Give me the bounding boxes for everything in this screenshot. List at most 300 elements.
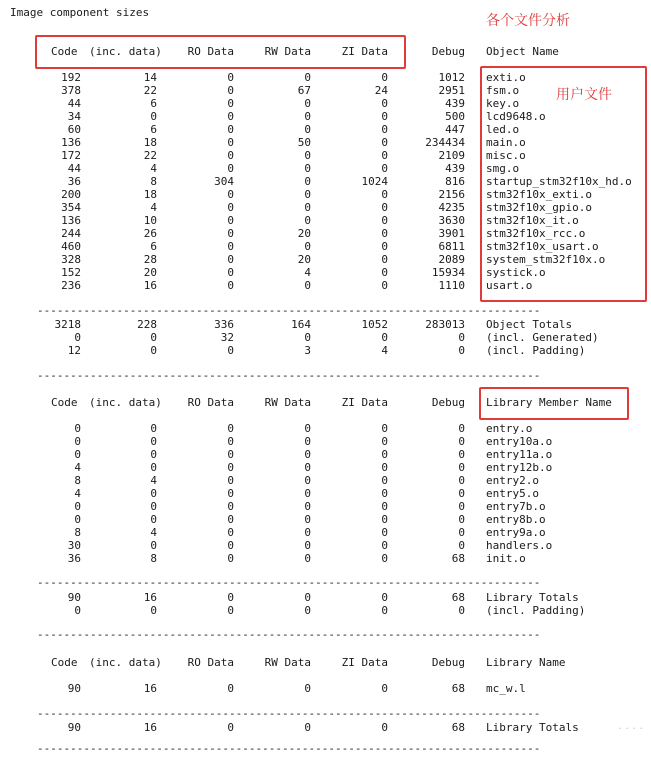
user-files-annotation: 用户文件: [556, 87, 612, 103]
debug-cell: 2089: [438, 253, 465, 266]
zi-data-cell: 0: [381, 123, 388, 136]
name-cell: entry9a.o: [486, 526, 546, 539]
rw-data-cell: 0: [304, 591, 311, 604]
zi-data-cell: 0: [381, 71, 388, 84]
table-row: [0, 136, 651, 149]
table-row: [0, 604, 651, 617]
debug-cell: 2951: [438, 84, 465, 97]
rw-data-cell: 67: [297, 84, 311, 97]
name-cell: (incl. Padding): [486, 344, 586, 357]
code-cell: 8: [74, 474, 81, 487]
debug-cell: 6811: [438, 240, 465, 253]
inc-data-cell: 16: [143, 279, 157, 292]
ro-data-cell: 0: [227, 123, 234, 136]
debug-cell: 3901: [438, 227, 465, 240]
rw-data-cell: 0: [304, 422, 311, 435]
header-zi-data: ZI Data: [341, 656, 388, 669]
code-cell: 136: [61, 214, 81, 227]
code-cell: 0: [74, 513, 81, 526]
table-row: [0, 331, 651, 344]
debug-cell: 816: [445, 175, 465, 188]
debug-cell: 68: [451, 721, 465, 734]
inc-data-cell: 0: [150, 448, 157, 461]
debug-cell: 2156: [438, 188, 465, 201]
code-cell: 8: [74, 526, 81, 539]
name-cell: entry2.o: [486, 474, 539, 487]
inc-data-cell: 0: [150, 110, 157, 123]
inc-data-cell: 20: [143, 266, 157, 279]
code-cell: 200: [61, 188, 81, 201]
debug-cell: 0: [458, 487, 465, 500]
zi-data-cell: 0: [381, 435, 388, 448]
rw-data-cell: 0: [304, 214, 311, 227]
name-cell: usart.o: [486, 279, 533, 292]
code-cell: 90: [67, 591, 81, 604]
ro-data-cell: 0: [227, 136, 234, 149]
table-row: [0, 84, 651, 97]
name-cell: entry11a.o: [486, 448, 553, 461]
name-cell: main.o: [486, 136, 526, 149]
name-cell: Library Totals: [486, 591, 579, 604]
inc-data-cell: 0: [150, 604, 157, 617]
table-row: [0, 97, 651, 110]
table-row: [0, 591, 651, 604]
table-row: [0, 214, 651, 227]
rw-data-cell: 0: [304, 331, 311, 344]
ro-data-cell: 0: [227, 500, 234, 513]
code-cell: 244: [61, 227, 81, 240]
ro-data-cell: 0: [227, 266, 234, 279]
inc-data-cell: 8: [150, 552, 157, 565]
code-cell: 36: [67, 552, 81, 565]
zi-data-cell: 0: [381, 201, 388, 214]
code-cell: 3218: [54, 318, 81, 331]
name-cell: misc.o: [486, 149, 526, 162]
header-name: Object Name: [486, 45, 559, 58]
zi-data-cell: 4: [381, 344, 388, 357]
table-row: [0, 500, 651, 513]
header-name: Library Member Name: [486, 396, 612, 409]
inc-data-cell: 10: [143, 214, 157, 227]
zi-data-cell: 0: [381, 604, 388, 617]
name-cell: entry5.o: [486, 487, 539, 500]
header-debug: Debug: [431, 45, 465, 58]
inc-data-cell: 4: [150, 474, 157, 487]
header-code: Code: [51, 656, 78, 669]
debug-cell: 68: [451, 591, 465, 604]
separator-line: ----------------------------------------------------------------------------: [37, 707, 541, 720]
inc-data-cell: 22: [143, 84, 157, 97]
header-ro-data: RO Data: [187, 656, 234, 669]
zi-data-cell: 0: [381, 331, 388, 344]
inc-data-cell: 26: [143, 227, 157, 240]
inc-data-cell: 0: [150, 513, 157, 526]
ro-data-cell: 0: [227, 448, 234, 461]
code-cell: 0: [74, 435, 81, 448]
ro-data-cell: 0: [227, 110, 234, 123]
ro-data-cell: 0: [227, 188, 234, 201]
ro-data-cell: 0: [227, 97, 234, 110]
rw-data-cell: 0: [304, 123, 311, 136]
ro-data-cell: 0: [227, 253, 234, 266]
name-cell: stm32f10x_exti.o: [486, 188, 592, 201]
rw-data-cell: 50: [297, 136, 311, 149]
inc-data-cell: 18: [143, 136, 157, 149]
header-zi-data: ZI Data: [341, 396, 388, 409]
inc-data-cell: 4: [150, 526, 157, 539]
table-row: [0, 461, 651, 474]
ro-data-cell: 32: [220, 331, 234, 344]
ro-data-cell: 0: [227, 240, 234, 253]
ro-data-cell: 0: [227, 71, 234, 84]
debug-cell: 447: [445, 123, 465, 136]
name-cell: lcd9648.o: [486, 110, 546, 123]
table-row: [0, 318, 651, 331]
inc-data-cell: 0: [150, 422, 157, 435]
inc-data-cell: 228: [137, 318, 157, 331]
table-row: [0, 344, 651, 357]
separator-line: ----------------------------------------------------------------------------: [37, 742, 541, 755]
name-cell: exti.o: [486, 71, 526, 84]
rw-data-cell: 0: [304, 487, 311, 500]
zi-data-cell: 0: [381, 162, 388, 175]
code-cell: 4: [74, 461, 81, 474]
zi-data-cell: 0: [381, 149, 388, 162]
code-cell: 36: [67, 175, 81, 188]
zi-data-cell: 0: [381, 526, 388, 539]
name-cell: smg.o: [486, 162, 520, 175]
zi-data-cell: 0: [381, 214, 388, 227]
table-row: [0, 474, 651, 487]
header-zi-data: ZI Data: [341, 45, 388, 58]
code-cell: 354: [61, 201, 81, 214]
header-inc-data: (inc. data): [89, 45, 162, 58]
rw-data-cell: 3: [304, 344, 311, 357]
inc-data-cell: 4: [150, 201, 157, 214]
inc-data-cell: 0: [150, 487, 157, 500]
name-cell: entry8b.o: [486, 513, 546, 526]
header-debug: Debug: [431, 656, 465, 669]
rw-data-cell: 0: [304, 110, 311, 123]
section-annotation: 各个文件分析: [486, 13, 570, 29]
zi-data-cell: 0: [381, 97, 388, 110]
inc-data-cell: 16: [143, 721, 157, 734]
inc-data-cell: 28: [143, 253, 157, 266]
code-cell: 0: [74, 422, 81, 435]
inc-data-cell: 6: [150, 240, 157, 253]
debug-cell: 234434: [425, 136, 465, 149]
code-cell: 0: [74, 500, 81, 513]
rw-data-cell: 0: [304, 201, 311, 214]
code-cell: 460: [61, 240, 81, 253]
debug-cell: 2109: [438, 149, 465, 162]
zi-data-cell: 0: [381, 513, 388, 526]
ro-data-cell: 0: [227, 591, 234, 604]
rw-data-cell: 0: [304, 500, 311, 513]
separator-line: ----------------------------------------------------------------------------: [37, 576, 541, 589]
separator-line: ----------------------------------------------------------------------------: [37, 304, 541, 317]
name-cell: (incl. Generated): [486, 331, 599, 344]
inc-data-cell: 0: [150, 461, 157, 474]
rw-data-cell: 164: [291, 318, 311, 331]
debug-cell: 283013: [425, 318, 465, 331]
debug-cell: 0: [458, 474, 465, 487]
inc-data-cell: 18: [143, 188, 157, 201]
code-cell: 90: [67, 682, 81, 695]
name-cell: led.o: [486, 123, 520, 136]
table-row: [0, 175, 651, 188]
zi-data-cell: 0: [381, 136, 388, 149]
separator-line: ----------------------------------------------------------------------------: [37, 369, 541, 382]
ro-data-cell: 0: [227, 721, 234, 734]
zi-data-cell: 0: [381, 539, 388, 552]
inc-data-cell: 8: [150, 175, 157, 188]
code-cell: 192: [61, 71, 81, 84]
ro-data-cell: 0: [227, 227, 234, 240]
rw-data-cell: 20: [297, 227, 311, 240]
debug-cell: 0: [458, 435, 465, 448]
header-rw-data: RW Data: [264, 396, 311, 409]
inc-data-cell: 0: [150, 500, 157, 513]
rw-data-cell: 0: [304, 552, 311, 565]
inc-data-cell: 0: [150, 331, 157, 344]
table-row: [0, 110, 651, 123]
ro-data-cell: 0: [227, 682, 234, 695]
table-row: [0, 162, 651, 175]
header-ro-data: RO Data: [187, 45, 234, 58]
debug-cell: 0: [458, 422, 465, 435]
name-cell: init.o: [486, 552, 526, 565]
debug-cell: 0: [458, 539, 465, 552]
header-ro-data: RO Data: [187, 396, 234, 409]
debug-cell: 15934: [431, 266, 465, 279]
column-header-row: [0, 45, 651, 58]
zi-data-cell: 1052: [361, 318, 388, 331]
ro-data-cell: 0: [227, 539, 234, 552]
code-cell: 152: [61, 266, 81, 279]
header-inc-data: (inc. data): [89, 396, 162, 409]
rw-data-cell: 0: [304, 448, 311, 461]
rw-data-cell: 0: [304, 526, 311, 539]
name-cell: stm32f10x_usart.o: [486, 240, 599, 253]
zi-data-cell: 0: [381, 500, 388, 513]
code-cell: 0: [74, 448, 81, 461]
rw-data-cell: 0: [304, 682, 311, 695]
code-cell: 0: [74, 604, 81, 617]
zi-data-cell: 0: [381, 422, 388, 435]
name-cell: key.o: [486, 97, 520, 110]
ro-data-cell: 0: [227, 149, 234, 162]
inc-data-cell: 4: [150, 162, 157, 175]
name-cell: Object Totals: [486, 318, 573, 331]
ro-data-cell: 0: [227, 513, 234, 526]
debug-cell: 0: [458, 513, 465, 526]
header-inc-data: (inc. data): [89, 656, 162, 669]
code-cell: 172: [61, 149, 81, 162]
code-cell: 378: [61, 84, 81, 97]
debug-cell: 0: [458, 344, 465, 357]
zi-data-cell: 0: [381, 227, 388, 240]
column-header-row: [0, 396, 651, 409]
code-cell: 136: [61, 136, 81, 149]
rw-data-cell: 0: [304, 188, 311, 201]
name-cell: stm32f10x_gpio.o: [486, 201, 592, 214]
rw-data-cell: 0: [304, 461, 311, 474]
ro-data-cell: 336: [214, 318, 234, 331]
table-row: [0, 266, 651, 279]
rw-data-cell: 0: [304, 175, 311, 188]
code-cell: 44: [67, 162, 81, 175]
zi-data-cell: 0: [381, 552, 388, 565]
table-row: [0, 721, 651, 734]
table-row: [0, 526, 651, 539]
ro-data-cell: 0: [227, 604, 234, 617]
ro-data-cell: 304: [214, 175, 234, 188]
table-row: [0, 682, 651, 695]
header-name: Library Name: [486, 656, 566, 669]
zi-data-cell: 1024: [361, 175, 388, 188]
name-cell: Library Totals: [486, 721, 579, 734]
name-cell: entry10a.o: [486, 435, 553, 448]
code-cell: 236: [61, 279, 81, 292]
code-cell: 60: [67, 123, 81, 136]
table-row: [0, 71, 651, 84]
debug-cell: 439: [445, 162, 465, 175]
table-row: [0, 279, 651, 292]
zi-data-cell: 24: [374, 84, 388, 97]
table-row: [0, 513, 651, 526]
zi-data-cell: 0: [381, 721, 388, 734]
rw-data-cell: 0: [304, 162, 311, 175]
name-cell: entry.o: [486, 422, 533, 435]
ro-data-cell: 0: [227, 474, 234, 487]
column-header-row: [0, 656, 651, 669]
code-cell: 0: [74, 331, 81, 344]
name-cell: stm32f10x_rcc.o: [486, 227, 586, 240]
code-cell: 34: [67, 110, 81, 123]
name-cell: mc_w.l: [486, 682, 526, 695]
name-cell: stm32f10x_it.o: [486, 214, 579, 227]
code-cell: 30: [67, 539, 81, 552]
ro-data-cell: 0: [227, 344, 234, 357]
rw-data-cell: 0: [304, 149, 311, 162]
debug-cell: 0: [458, 526, 465, 539]
zi-data-cell: 0: [381, 279, 388, 292]
rw-data-cell: 0: [304, 435, 311, 448]
table-row: [0, 149, 651, 162]
zi-data-cell: 0: [381, 448, 388, 461]
zi-data-cell: 0: [381, 487, 388, 500]
debug-cell: 0: [458, 500, 465, 513]
zi-data-cell: 0: [381, 188, 388, 201]
table-row: [0, 227, 651, 240]
ro-data-cell: 0: [227, 162, 234, 175]
debug-cell: 68: [451, 682, 465, 695]
header-rw-data: RW Data: [264, 656, 311, 669]
rw-data-cell: 0: [304, 721, 311, 734]
ro-data-cell: 0: [227, 422, 234, 435]
rw-data-cell: 0: [304, 539, 311, 552]
zi-data-cell: 0: [381, 474, 388, 487]
table-row: [0, 422, 651, 435]
table-row: [0, 448, 651, 461]
debug-cell: 68: [451, 552, 465, 565]
header-code: Code: [51, 45, 78, 58]
rw-data-cell: 4: [304, 266, 311, 279]
ro-data-cell: 0: [227, 435, 234, 448]
code-cell: 90: [67, 721, 81, 734]
debug-cell: 0: [458, 461, 465, 474]
debug-cell: 4235: [438, 201, 465, 214]
name-cell: systick.o: [486, 266, 546, 279]
debug-cell: 1012: [438, 71, 465, 84]
ro-data-cell: 0: [227, 552, 234, 565]
name-cell: entry7b.o: [486, 500, 546, 513]
table-row: [0, 123, 651, 136]
inc-data-cell: 16: [143, 591, 157, 604]
zi-data-cell: 0: [381, 110, 388, 123]
code-cell: 44: [67, 97, 81, 110]
ro-data-cell: 0: [227, 487, 234, 500]
name-cell: startup_stm32f10x_hd.o: [486, 175, 632, 188]
code-cell: 4: [74, 487, 81, 500]
name-cell: handlers.o: [486, 539, 553, 552]
rw-data-cell: 0: [304, 474, 311, 487]
rw-data-cell: 0: [304, 240, 311, 253]
ro-data-cell: 0: [227, 461, 234, 474]
rw-data-cell: 0: [304, 513, 311, 526]
table-row: [0, 240, 651, 253]
watermark: · · · ·: [618, 722, 643, 735]
ro-data-cell: 0: [227, 279, 234, 292]
table-row: [0, 188, 651, 201]
debug-cell: 1110: [438, 279, 465, 292]
zi-data-cell: 0: [381, 253, 388, 266]
rw-data-cell: 0: [304, 279, 311, 292]
table-row: [0, 201, 651, 214]
header-debug: Debug: [431, 396, 465, 409]
debug-cell: 500: [445, 110, 465, 123]
inc-data-cell: 22: [143, 149, 157, 162]
rw-data-cell: 20: [297, 253, 311, 266]
inc-data-cell: 14: [143, 71, 157, 84]
zi-data-cell: 0: [381, 240, 388, 253]
table-row: [0, 435, 651, 448]
ro-data-cell: 0: [227, 201, 234, 214]
ro-data-cell: 0: [227, 214, 234, 227]
ro-data-cell: 0: [227, 84, 234, 97]
debug-cell: 439: [445, 97, 465, 110]
zi-data-cell: 0: [381, 461, 388, 474]
inc-data-cell: 0: [150, 435, 157, 448]
zi-data-cell: 0: [381, 682, 388, 695]
header-code: Code: [51, 396, 78, 409]
code-cell: 328: [61, 253, 81, 266]
table-row: [0, 487, 651, 500]
inc-data-cell: 6: [150, 123, 157, 136]
zi-data-cell: 0: [381, 266, 388, 279]
debug-cell: 0: [458, 448, 465, 461]
header-rw-data: RW Data: [264, 45, 311, 58]
table-row: [0, 552, 651, 565]
rw-data-cell: 0: [304, 97, 311, 110]
debug-cell: 0: [458, 331, 465, 344]
rw-data-cell: 0: [304, 604, 311, 617]
name-cell: system_stm32f10x.o: [486, 253, 606, 266]
debug-cell: 0: [458, 604, 465, 617]
name-cell: (incl. Padding): [486, 604, 586, 617]
code-cell: 12: [67, 344, 81, 357]
